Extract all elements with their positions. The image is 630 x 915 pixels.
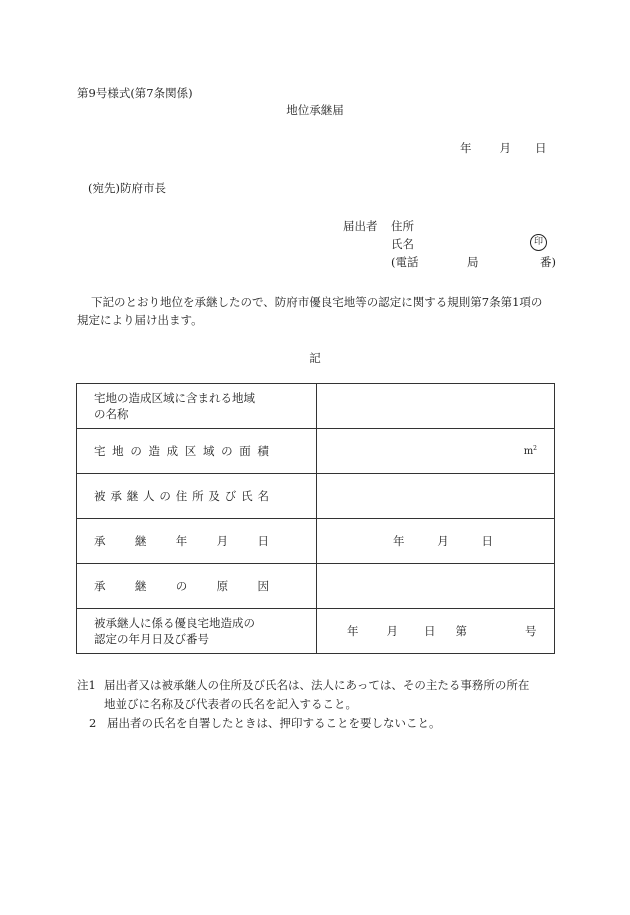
table-row <box>77 564 555 609</box>
table-row <box>77 519 555 564</box>
predecessor-label <box>77 474 317 519</box>
document-title: 地位承継届 <box>286 103 344 117</box>
note-2: 2 届出者の氏名を自署したときは、押印することを要しないこと。 <box>89 716 441 730</box>
phone-bureau: 局 <box>467 255 479 269</box>
spread-label: 被 承 継 人 の 住 所 及 び 氏 名 <box>94 489 269 503</box>
phone-open: (電話 <box>391 255 419 269</box>
ki-heading: 記 <box>309 351 321 365</box>
spread-label: 承 継 年 月 日 <box>94 534 269 548</box>
phone-number-close: 番) <box>540 255 556 269</box>
table-row <box>77 429 555 474</box>
area-name-field[interactable] <box>317 384 555 429</box>
spread-label: 宅 地 の 造 成 区 域 の 面 積 <box>94 444 269 458</box>
filer-name-label: 氏名 <box>391 237 414 251</box>
approval-label: 被承継人に係る優良宅地造成の 認定の年月日及び番号 <box>77 609 317 654</box>
succession-cause-label <box>77 564 317 609</box>
body-line-2: 規定により届け出ます。 <box>77 313 203 327</box>
filer-address-label: 住所 <box>391 219 414 233</box>
spread-label: 承 継 の 原 因 <box>94 579 269 593</box>
info-table <box>76 383 555 654</box>
square-meter-unit: $m^2$ <box>523 444 537 458</box>
succession-date-label <box>77 519 317 564</box>
notes <box>77 676 567 733</box>
succession-cause-field[interactable] <box>317 564 555 609</box>
date-month: 月 <box>499 141 511 155</box>
succession-date-field[interactable]: 年 月 日 <box>317 519 555 564</box>
table-row <box>77 609 555 654</box>
date-day: 日 <box>535 141 547 155</box>
form-number: 第9号様式(第7条関係) <box>77 86 193 100</box>
seal-mark: 印 <box>530 234 547 251</box>
body-text <box>77 293 557 329</box>
note-1: 注1 届出者又は被承継人の住所及び氏名は、法人にあっては、その主たる事務所の所在 地並びに名称及び代表者の氏名を記入すること。 <box>77 678 530 711</box>
predecessor-field[interactable] <box>317 474 555 519</box>
filer-label: 届出者 <box>343 219 378 233</box>
area-name-label: 宅地の造成区域に含まれる地域 の名称 <box>77 384 317 429</box>
date-row <box>460 140 547 156</box>
table-row <box>77 474 555 519</box>
table-row <box>77 384 555 429</box>
approval-field[interactable]: 年 月 日 第 号 <box>317 609 555 654</box>
body-line-1: 下記のとおり地位を承継したので、防府市優良宅地等の認定に関する規則第7条第1項の <box>91 295 543 309</box>
addressee: (宛先)防府市長 <box>88 181 166 195</box>
area-size-label <box>77 429 317 474</box>
date-year: 年 <box>460 141 472 155</box>
area-size-field[interactable] <box>317 429 555 474</box>
